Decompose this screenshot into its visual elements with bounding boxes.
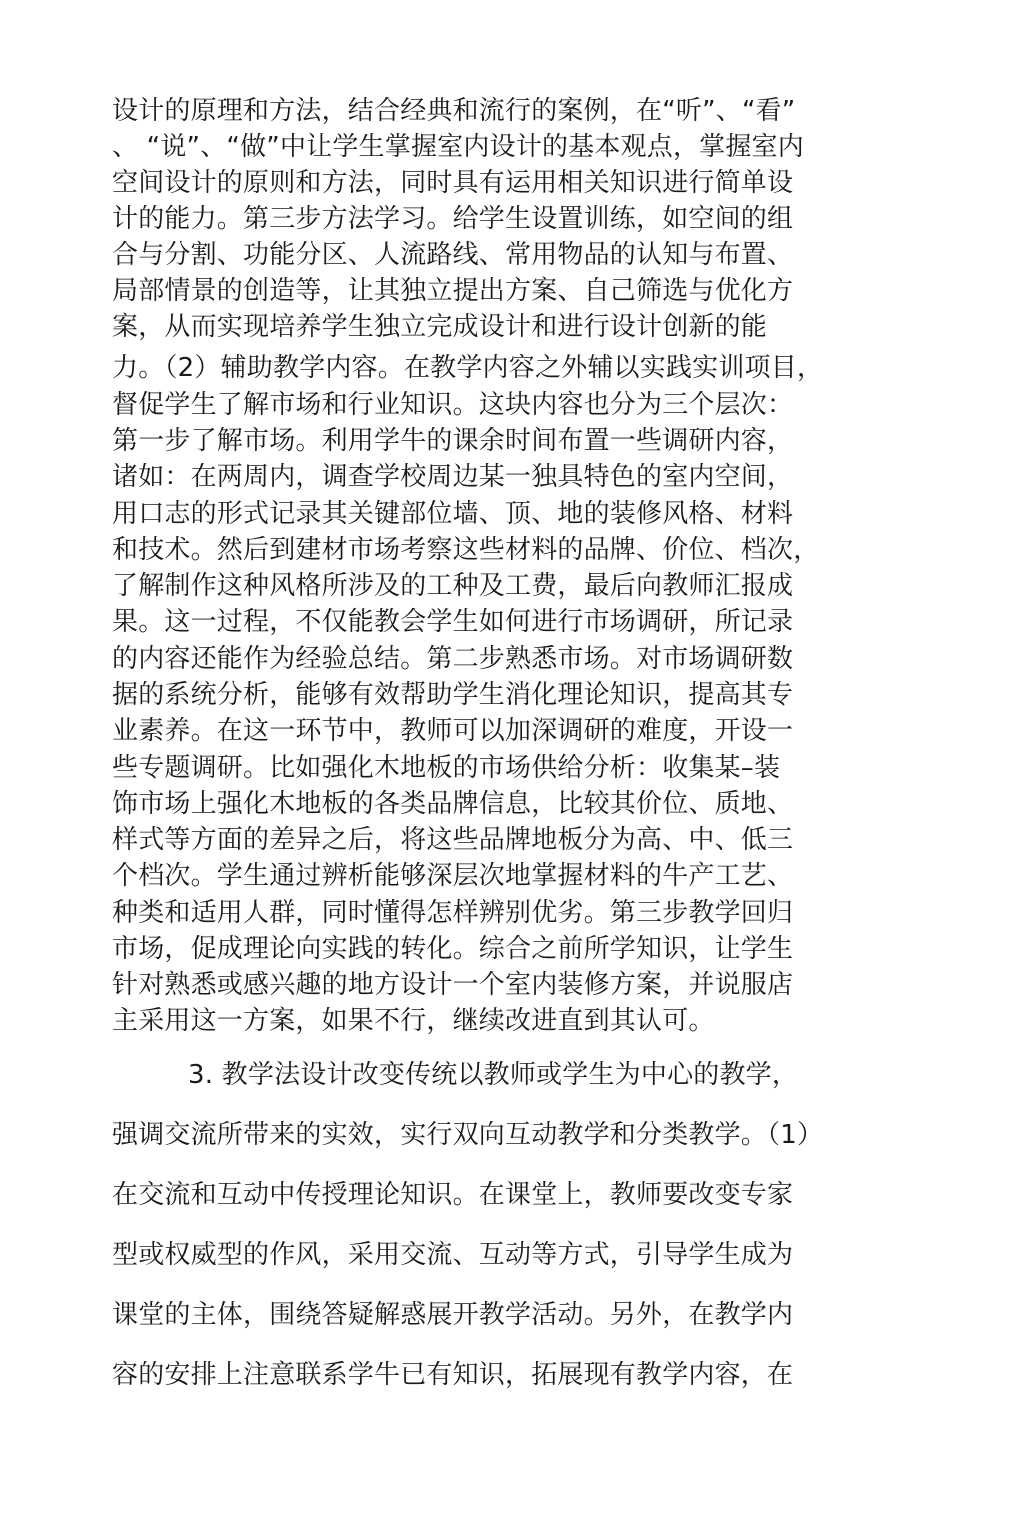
text-line: 设计的原理和方法，结合经典和流行的案例，在“听”、“看” [112, 96, 796, 126]
text-line: 案，从而实现培养学生独立完成设计和进行设计创新的能 [112, 312, 768, 342]
text-line: 了解制作这种风格所涉及的工种及工费，最后向教师汇报成 [112, 571, 794, 601]
text-line: 诸如：在两周内，调查学校周边某一独具特色的室内空间， [112, 462, 794, 492]
text-line: 容的安排上注意联系学牛已有知识，拓展现有教学内容，在 [112, 1360, 794, 1390]
text-line: 果。这一过程，不仅能教会学生如何进行市场调研，所记录 [112, 607, 794, 637]
text-line: 市场，促成理论向实践的转化。综合之前所学知识，让学生 [112, 934, 794, 964]
text-line: 第一步了解市场。利用学牛的课余时间布置一些调研内容， [112, 426, 794, 456]
text-line: 业素养。在这一环节中，教师可以加深调研的难度，开设一 [112, 716, 794, 746]
section-heading-line: 3. 教学法设计改变传统以教师或学生为中心的教学， [188, 1060, 799, 1090]
text-line: 局部情景的创造等，让其独立提出方案、自己筛选与优化方 [112, 276, 794, 306]
text-line: 合与分割、功能分区、人流路线、常用物品的认知与布置、 [112, 240, 794, 270]
text-line: 计的能力。第三步方法学习。给学生设置训练，如空间的组 [112, 204, 794, 234]
text-line: 强调交流所带来的实效，实行双向互动教学和分类教学。（1） [112, 1120, 824, 1150]
text-line: 种类和适用人群，同时懂得怎样辨别优劣。第三步教学回归 [112, 898, 794, 928]
text-line: 饰市场上强化木地板的各类品牌信息，比较其价位、质地、 [112, 789, 794, 819]
text-line: 个档次。学生通过辨析能够深层次地掌握材料的牛产工艺、 [112, 861, 794, 891]
text-line: 主采用这一方案，如果不行，继续改进直到其认可。 [112, 1006, 715, 1036]
text-line: 、 “说”、“做”中让学生掌握室内设计的基本观点，掌握室内 [112, 132, 804, 162]
text-line: 课堂的主体，围绕答疑解惑展开教学活动。另外，在教学内 [112, 1300, 794, 1330]
text-line: 样式等方面的差异之后，将这些品牌地板分为高、中、低三 [112, 825, 794, 855]
text-line: 空间设计的原则和方法，同时具有运用相关知识进行简单设 [112, 168, 794, 198]
text-line: 型或权威型的作风，采用交流、互动等方式，引导学生成为 [112, 1240, 794, 1270]
text-line: 据的系统分析，能够有效帮助学生消化理论知识，提高其专 [112, 680, 794, 710]
text-line: 力。（2）辅助教学内容。在教学内容之外辅以实践实训项目， [112, 353, 824, 383]
text-line: 用口志的形式记录其关键部位墙、顶、地的装修风格、材料 [112, 499, 794, 529]
text-line: 督促学生了解市场和行业知识。这块内容也分为三个层次： [112, 390, 794, 420]
text-line: 在交流和互动中传授理论知识。在课堂上，教师要改变专家 [112, 1180, 794, 1210]
text-line: 针对熟悉或感兴趣的地方设计一个室内装修方案，并说服店 [112, 970, 794, 1000]
text-line: 的内容还能作为经验总结。第二步熟悉市场。对市场调研数 [112, 644, 794, 674]
text-line: 和技术。然后到建材市场考察这些材料的品牌、价位、档次， [112, 535, 820, 565]
text-line: 些专题调研。比如强化木地板的市场供给分析：收集某–装 [112, 753, 781, 783]
